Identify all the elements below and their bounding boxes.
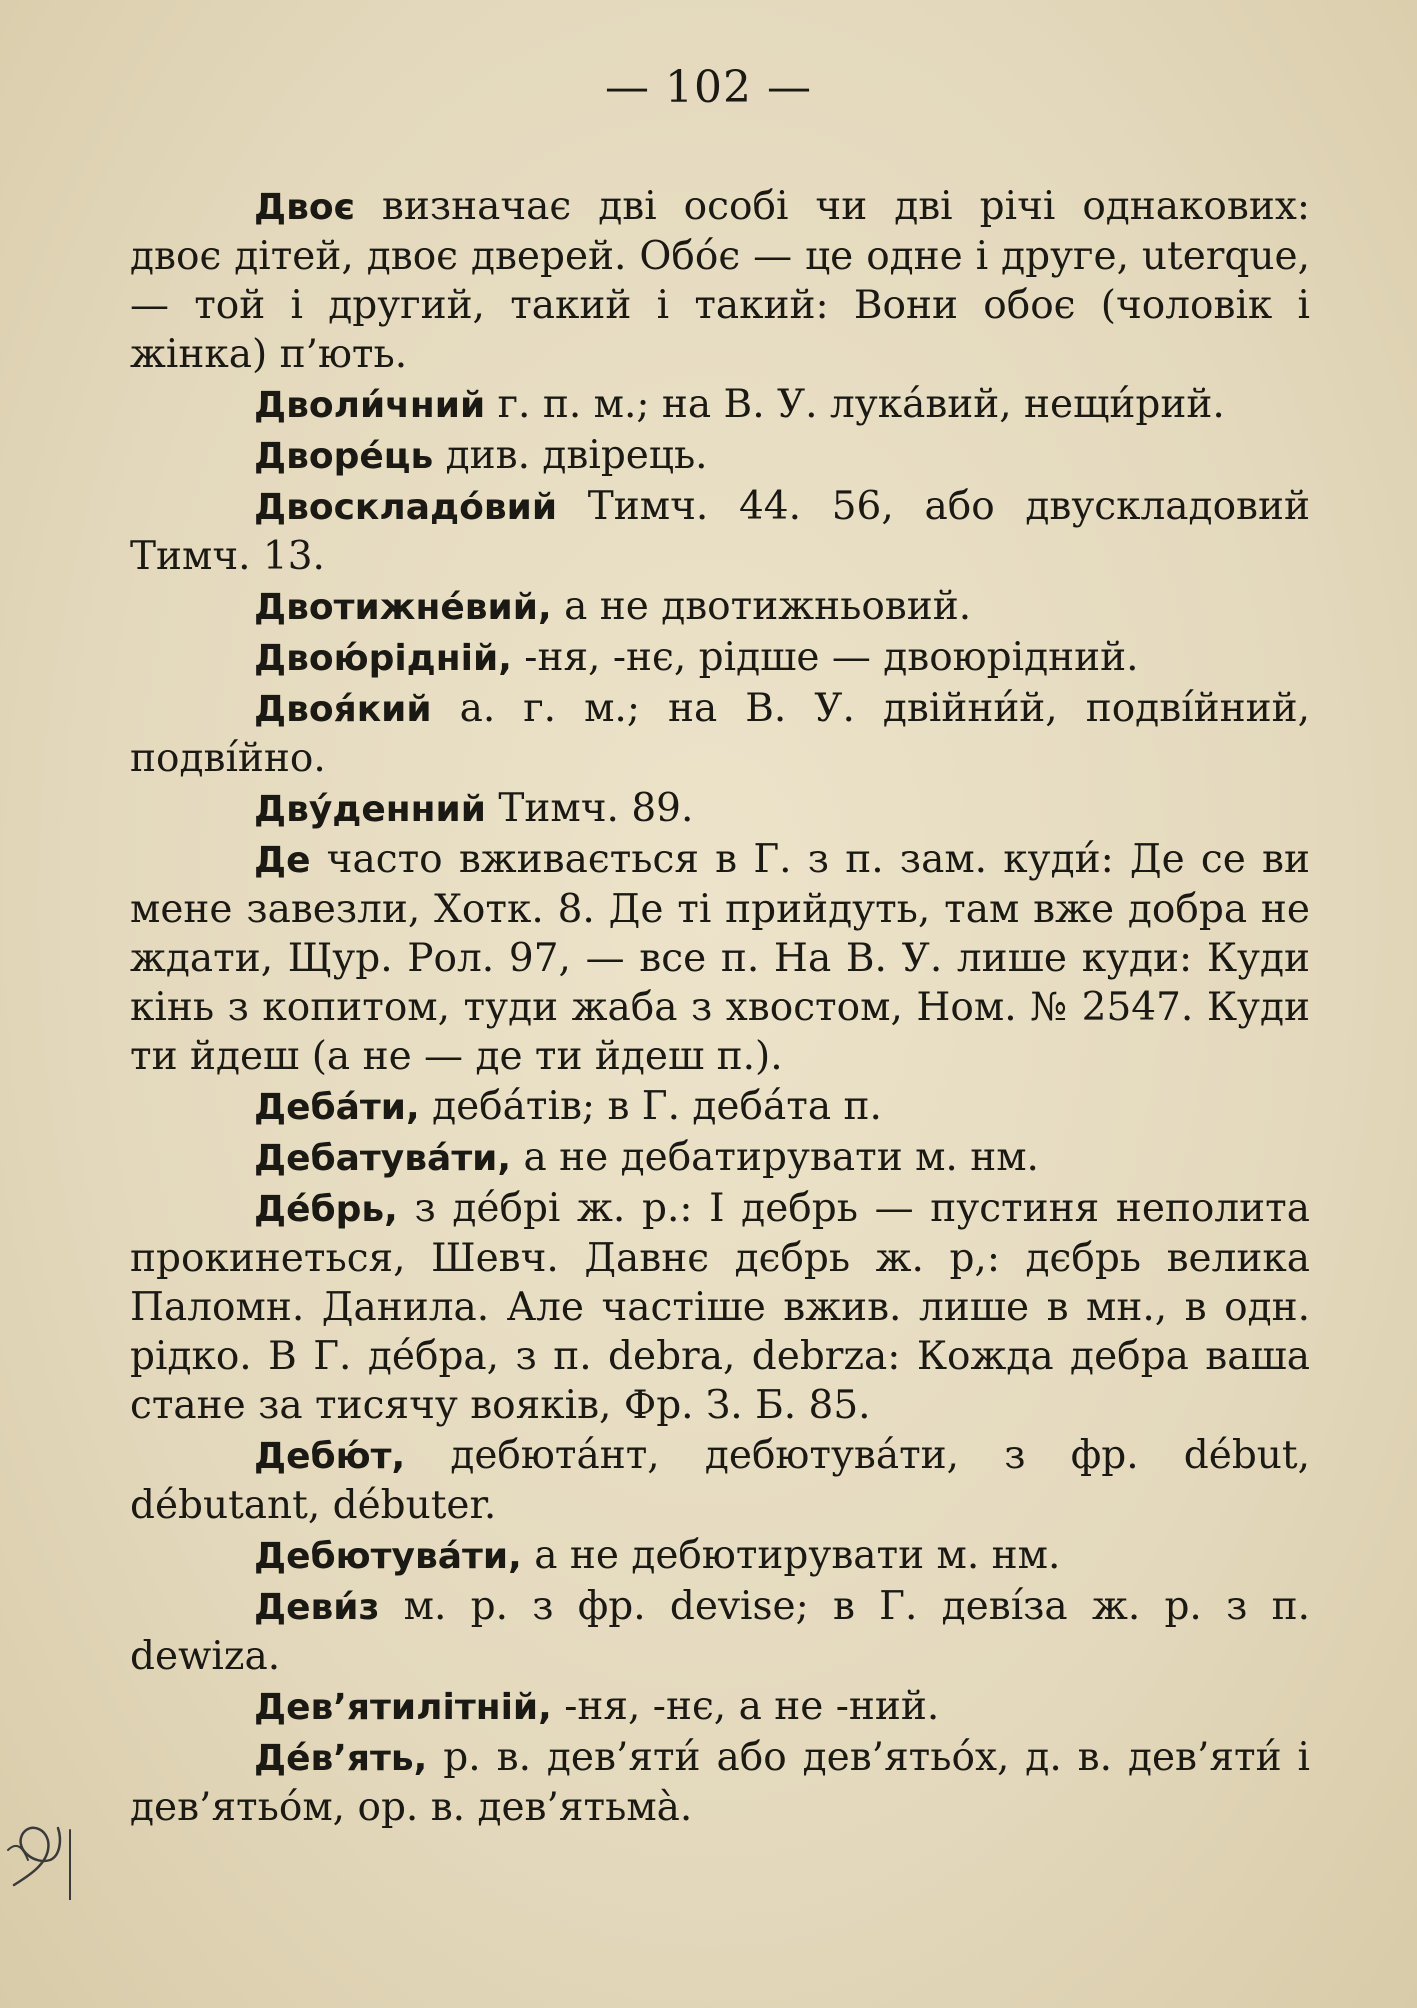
entry-headword: Дебатува́ти, — [254, 1138, 512, 1179]
entry-headword: Двоя́кий — [254, 689, 432, 730]
entry-text: м. р. з фр. devise; в Г. деві́за ж. р. з п. dewiza. — [130, 1584, 1310, 1679]
entry-text: р. в. дев’яти́ або дев’ятьо́х, д. в. дев’яти́ і дев’ятьо́м, ор. в. дев’ятьма̀. — [130, 1735, 1310, 1830]
entry-headword: Двою́рідній, — [254, 638, 512, 679]
dictionary-entry — [130, 684, 1310, 783]
entry-headword: Деви́з — [254, 1587, 380, 1628]
entry-headword: Де — [254, 840, 311, 881]
entry-text: а не двотижньовий. — [551, 584, 972, 629]
entry-text: див. двірець. — [433, 433, 708, 478]
entry-text: г. п. м.; на В. У. лука́вий, нещи́рий. — [485, 382, 1225, 427]
entry-headword: Двотижне́вий, — [254, 587, 552, 628]
entry-headword: Двоє — [254, 187, 355, 228]
entry-headword: Дворе́ць — [254, 436, 434, 477]
entry-headword: Де́в’ять, — [254, 1738, 428, 1779]
entry-headword: Дву́денний — [254, 789, 486, 830]
entry-headword: Дебю́т, — [254, 1436, 406, 1477]
entry-text: -ня, -нє, а не -ний. — [551, 1684, 940, 1729]
dictionary-entry — [130, 1682, 1310, 1732]
entry-text: визначає дві особі чи дві річі однакових: двоє дітей, двоє дверей. Обо́є — це одне і друге, uterque, — той і другий, такий і такий: Вони обоє (чоловік і жінка) п’ють. — [130, 184, 1310, 377]
entry-text: дебюта́нт, дебютува́ти, з фр. début, débutant, débuter. — [130, 1433, 1310, 1528]
dictionary-entry — [130, 582, 1310, 632]
dictionary-entry — [130, 431, 1310, 481]
dictionary-entry — [130, 182, 1310, 379]
dictionary-entry — [130, 482, 1310, 581]
dictionary-entry — [130, 1582, 1310, 1681]
dictionary-entry — [130, 380, 1310, 430]
dictionary-entry — [130, 1184, 1310, 1430]
entry-text: Тимч. 44. 56, або двускладовий Тимч. 13. — [130, 484, 1310, 579]
dictionary-entry — [130, 633, 1310, 683]
entry-text: з де́брі ж. р.: І дебрь — пустиня неполита прокинеться, Шевч. Давнє дєбрь ж. р,: дєбрь велика Паломн. Данила. Але частіше вжив. лише в мн., в одн. рідко. В Г. де́бра, з п. debra, debrza: Кожда дебра ваша стане за тисячу вояків, Фр. З. Б. 85. — [130, 1186, 1310, 1428]
entry-text: часто вживається в Г. з п. зам. куди́: Де се ви мене завезли, Хотк. 8. Де ті прийдуть, там вже добра не ждати, Щур. Рол. 97, — все п. На В. У. лише куди: Куди кінь з копитом, туди жаба з хвостом, Ном. № 2547. Куди ти йдеш (а не — де ти йдеш п.). — [130, 837, 1310, 1079]
handwritten-margin-mark — [0, 1700, 90, 1900]
entry-headword: Двоскладо́вий — [254, 487, 558, 528]
entry-text: а не дебютирувати м. нм. — [521, 1533, 1061, 1578]
entry-text: деба́тів; в Г. деба́та п. — [419, 1084, 882, 1129]
entry-headword: Дев’ятилітній, — [254, 1687, 552, 1728]
entry-headword: Деба́ти, — [254, 1087, 420, 1128]
entry-headword: Де́брь, — [254, 1189, 398, 1230]
entry-headword: Дебютува́ти, — [254, 1536, 522, 1577]
dictionary-entry — [130, 835, 1310, 1081]
dictionary-entry — [130, 1733, 1310, 1832]
entry-text: -ня, -нє, рідше — двоюрідний. — [511, 635, 1139, 680]
dictionary-entry — [130, 1431, 1310, 1530]
dictionary-text — [130, 182, 1310, 1833]
entry-headword: Дволи́чний — [254, 385, 486, 426]
dictionary-entry — [130, 1133, 1310, 1183]
entry-text: Тимч. 89. — [486, 786, 694, 831]
dictionary-entry — [130, 1082, 1310, 1132]
entry-text: а не дебатирувати м. нм. — [511, 1135, 1039, 1180]
dictionary-entry — [130, 1531, 1310, 1581]
entry-text: а. г. м.; на В. У. двійни́й, подві́йний, подві́йно. — [130, 686, 1310, 781]
dictionary-entry — [130, 784, 1310, 834]
page-number: — 102 — — [605, 62, 812, 113]
